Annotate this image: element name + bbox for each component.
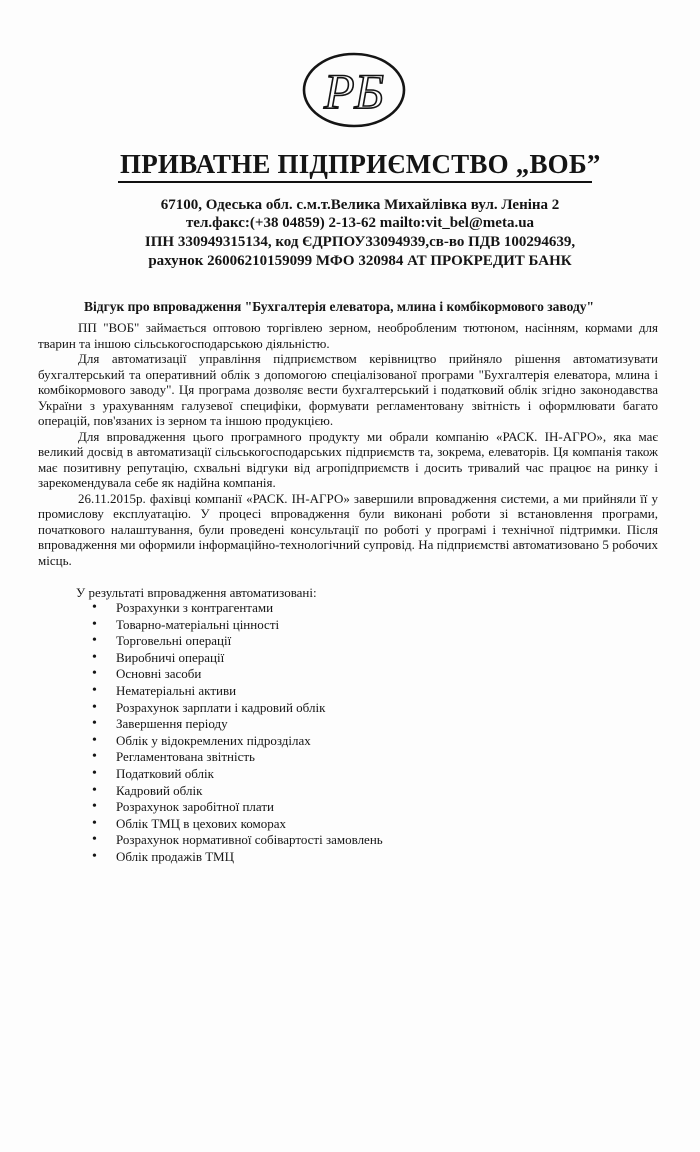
list-item: • Торговельні операції — [92, 633, 383, 650]
list-item: • Облік у відокремлених підрозділах — [92, 733, 383, 750]
list-item: • Виробничі операції — [92, 650, 383, 667]
paragraph-implementation: 26.11.2015р. фахівці компанії «РАСК. ІН-АГРО» завершили впровадження системи, а ми прийняли її у промислову експлуатацію. У процесі впровадження були виконані роботи зі встановлення програми, початкового налаштування, були проведені консультації по роботі у програмі і технічної підтримки. Після впровадження ми оформили інформаційно-технологічний супровід. На підприємстві автоматизовано 5 робочих місць. — [38, 490, 658, 568]
automated-areas-list — [92, 600, 383, 866]
list-item: • Податковий облік — [92, 766, 383, 783]
list-item: • Облік продажів ТМЦ — [92, 849, 383, 866]
company-logo — [300, 48, 408, 132]
paragraph-company-activity: ПП "ВОБ" займається оптовою торгівлею зерном, необробленим тютюном, насінням, кормами для тварин та іншою сільськогосподарською діяльністю. — [38, 320, 658, 351]
company-contacts: тел.факс:(+38 04859) 2-13-62 mailto:vit_bel@meta.ua — [185, 215, 535, 231]
paragraph-vendor-choice: Для впровадження цього програмного продукту ми обрали компанію «РАСК. ІН-АГРО», яка має великий досвід в автоматизації сільськогосподарських підприємств та, зокрема, елеваторів. Ця компанія також має позитивну репутацію, схвальні відгуки від агропідприємств і досить тривалий час працює на ринку і зарекомендувала себе як надійна компанія. — [38, 428, 658, 490]
list-item: • Товарно-матеріальні цінності — [92, 617, 383, 634]
list-item: • Основні засоби — [92, 666, 383, 683]
document-title: Відгук про впровадження "Бухгалтерія елеватора, млина і комбікормового заводу" — [84, 299, 595, 314]
header-divider — [118, 181, 592, 183]
list-item: • Завершення періоду — [92, 716, 383, 733]
document-body — [38, 320, 658, 568]
company-address: 67100, Одеська обл. с.м.т.Велика Михайлівка вул. Леніна 2 — [160, 197, 560, 213]
logo-monogram: РБ — [323, 63, 385, 119]
paragraph-automation-decision: Для автоматизації управління підприємством керівництво прийняло рішення автоматизувати бухгалтерський та оперативний облік з допомогою спеціалізованої програми "Бухгалтерія елеватора, млина і комбікормового заводу". Ця програма дозволяє вести бухгалтерський і податковий облік згідно законодавства України з урахуванням галузевої специфіки, формувати регламентовану звітність і оформлювати багато операцій, пов'язаних із зерном та іншою продукцією. — [38, 351, 658, 428]
company-registration-ids: ІПН 330949315134, код ЄДРПОУ33094939,св-во ПДВ 100294639, — [144, 234, 576, 250]
company-name: ПРИВАТНЕ ПІДПРИЄМСТВО „ВОБ” — [120, 149, 601, 179]
results-intro: У результаті впровадження автоматизовані: — [76, 585, 317, 600]
list-item: • Розрахунок зарплати і кадровий облік — [92, 700, 383, 717]
list-item: • Регламентована звітність — [92, 749, 383, 766]
list-item: • Нематеріальні активи — [92, 683, 383, 700]
list-item: • Кадровий облік — [92, 783, 383, 800]
list-item: • Розрахунки з контрагентами — [92, 600, 383, 617]
company-bank-account: рахунок 26006210159099 МФО 320984 АТ ПРОКРЕДИТ БАНК — [148, 253, 572, 269]
list-item: • Облік ТМЦ в цехових коморах — [92, 816, 383, 833]
list-item: • Розрахунок нормативної собівартості замовлень — [92, 832, 383, 849]
list-item: • Розрахунок заробітної плати — [92, 799, 383, 816]
